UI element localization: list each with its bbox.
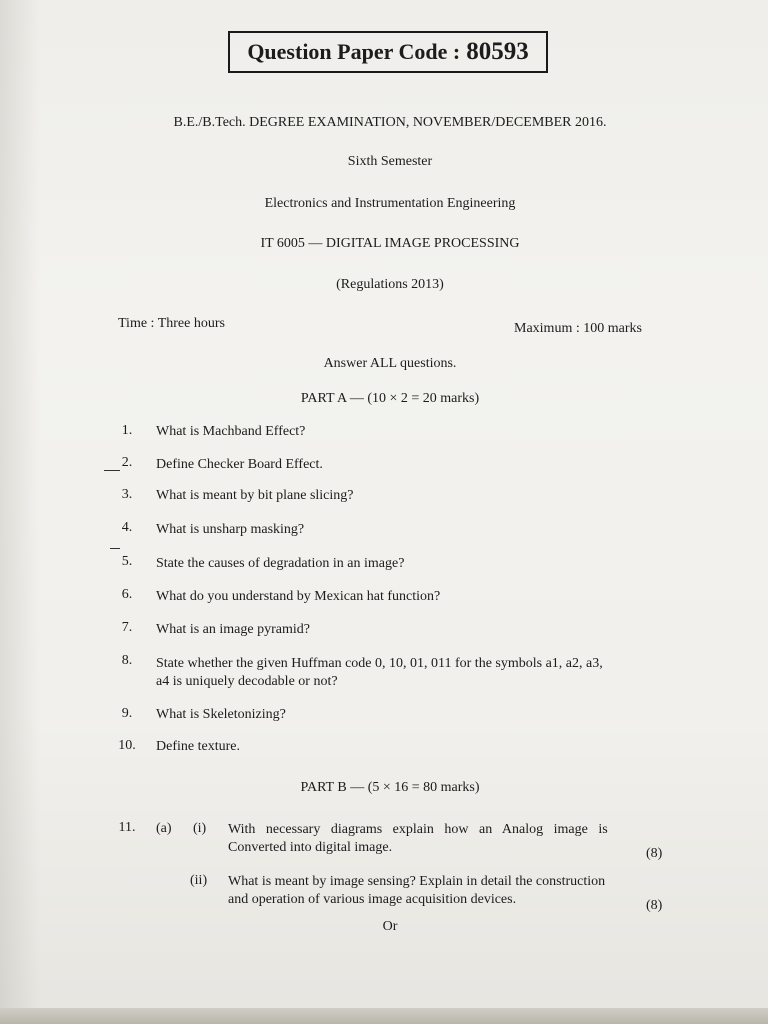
question-number: 3.: [121, 487, 133, 502]
paper-shadow: [0, 0, 40, 1024]
question-number: 11.: [118, 820, 136, 835]
question-number: 5.: [121, 554, 133, 569]
semester: Sixth Semester: [347, 154, 433, 169]
question-text: Define Checker Board Effect.: [156, 457, 323, 472]
course-title: IT 6005 — DIGITAL IMAGE PROCESSING: [260, 236, 520, 251]
question-number: 9.: [121, 706, 133, 721]
question-part-label: (a): [156, 821, 172, 836]
question-text-line1: State whether the given Huffman code 0, 10, 01, 011 for the symbols a1, a2, a3,: [156, 656, 603, 671]
subquestion-text-line2: and operation of various image acquisition devices.: [228, 892, 517, 907]
subquestion-label: (ii): [190, 873, 208, 888]
subquestion-label: (i): [193, 821, 207, 836]
part-b-heading: PART B — (5 × 16 = 80 marks): [300, 780, 480, 795]
question-text: What is Machband Effect?: [156, 424, 306, 439]
degree-title: B.E./B.Tech. DEGREE EXAMINATION, NOVEMBER/DECEMBER 2016.: [173, 115, 607, 130]
question-paper-code-box: [228, 31, 548, 73]
question-number: 1.: [121, 423, 133, 438]
subquestion-marks: (8): [646, 898, 663, 913]
time-allowed: Time : Three hours: [118, 316, 225, 331]
subquestion-text-line1: What is meant by image sensing? Explain in detail the construction: [228, 874, 606, 889]
regulations: (Regulations 2013): [336, 277, 444, 292]
or-separator: Or: [382, 919, 398, 934]
subquestion-text-line2: Converted into digital image.: [228, 840, 393, 855]
question-text: What is meant by bit plane slicing?: [156, 488, 354, 503]
department: Electronics and Instrumentation Engineering: [264, 196, 516, 211]
question-text: What do you understand by Mexican hat function?: [156, 589, 441, 604]
code-label: Question Paper Code :: [247, 39, 461, 64]
question-number: 10.: [118, 738, 136, 753]
question-number: 8.: [121, 653, 133, 668]
question-number: 2.: [121, 455, 133, 470]
instruction: Answer ALL questions.: [323, 356, 457, 371]
question-number: 4.: [121, 520, 133, 535]
question-text: What is Skeletonizing?: [156, 707, 286, 722]
pen-mark: [110, 548, 120, 549]
question-text: What is unsharp masking?: [156, 522, 305, 537]
code-number: 80593: [466, 38, 529, 65]
table-edge: [0, 1008, 768, 1024]
question-number: 6.: [121, 587, 133, 602]
question-text: What is an image pyramid?: [156, 622, 310, 637]
maximum-marks: Maximum : 100 marks: [514, 321, 642, 336]
question-number: 7.: [121, 620, 133, 635]
question-text-line2: a4 is uniquely decodable or not?: [156, 674, 338, 689]
question-text: State the causes of degradation in an image?: [156, 556, 405, 571]
question-text: Define texture.: [156, 739, 240, 754]
subquestion-marks: (8): [646, 846, 663, 861]
subquestion-text-line1: With necessary diagrams explain how an Analog image is: [228, 822, 608, 837]
part-a-heading: PART A — (10 × 2 = 20 marks): [300, 391, 480, 406]
